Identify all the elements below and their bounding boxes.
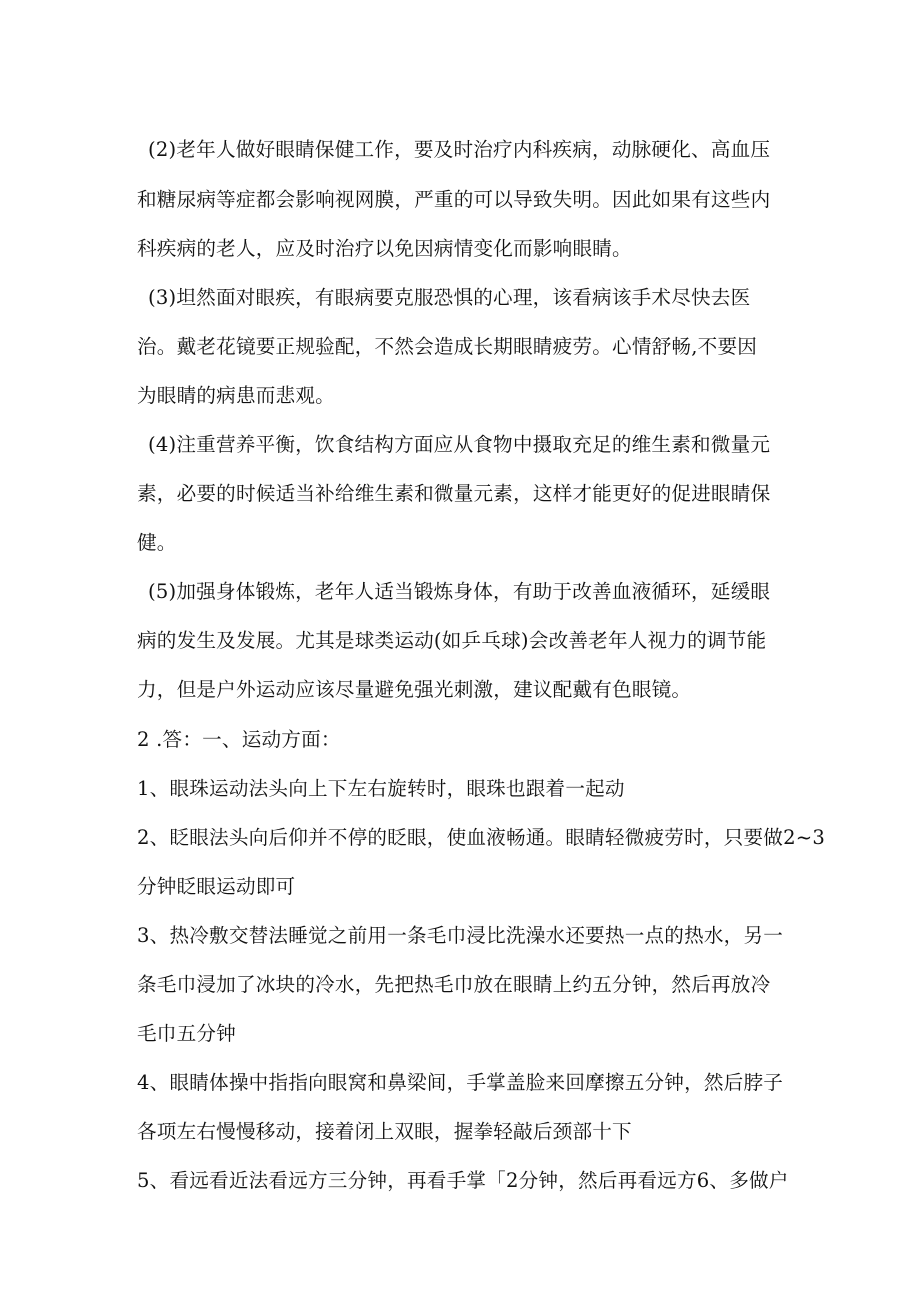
- paragraph-3-line-3: 为眼睛的病患而悲观。: [137, 384, 335, 407]
- item-2-line-1: 2、眨眼法头向后仰并不停的眨眼，使血液畅通。眼睛轻微疲劳时，只要做2~3: [137, 826, 826, 849]
- paragraph-2-line-1: (2)老年人做好眼睛保健工作，要及时治疗内科疾病，动脉硬化、高血压: [148, 138, 771, 161]
- paragraph-5-line-2: 病的发生及发展。尤其是球类运动(如乒乓球)会改善老年人视力的调节能: [137, 629, 767, 652]
- paragraph-3-line-2: 治。戴老花镜要正规验配，不然会造成长期眼睛疲劳。心情舒畅,不要因: [137, 335, 758, 358]
- item-1-line-1: 1、眼珠运动法头向上下左右旋转时，眼珠也跟着一起动: [137, 777, 625, 800]
- paragraph-5-line-3: 力，但是户外运动应该尽量避免强光刺激，建议配戴有色眼镜。: [137, 678, 692, 701]
- item-3-line-1: 3、热冷敷交替法睡觉之前用一条毛巾浸比洗澡水还要热一点的热水，另一: [137, 924, 784, 947]
- item-4-line-1: 4、眼睛体操中指指向眼窝和鼻梁间，手掌盖脸来回摩擦五分钟，然后脖子: [137, 1071, 784, 1094]
- paragraph-2-line-3: 科疾病的老人，应及时治疗以免因病情变化而影响眼睛。: [137, 237, 632, 260]
- paragraph-4-line-1: (4)注重营养平衡，饮食结构方面应从食物中摄取充足的维生素和微量元: [148, 433, 771, 456]
- paragraph-3-line-1: (3)坦然面对眼疾，有眼病要克服恐惧的心理，该看病该手术尽快去医: [148, 286, 751, 309]
- paragraph-4-line-2: 素，必要的时候适当补给维生素和微量元素，这样才能更好的促进眼睛保: [137, 482, 771, 505]
- paragraph-5-line-1: (5)加强身体锻炼，老年人适当锻炼身体，有助于改善血液循环，延缓眼: [148, 580, 771, 603]
- paragraph-2-line-2: 和糖尿病等症都会影响视网膜，严重的可以导致失明。因此如果有这些内: [137, 188, 771, 211]
- item-2-line-2: 分钟眨眼运动即可: [137, 875, 296, 898]
- paragraph-4-line-3: 健。: [137, 531, 177, 554]
- item-5-line-1: 5、看远看近法看远方三分钟，再看手掌「2分钟，然后再看远方6、多做户: [137, 1169, 789, 1192]
- item-3-line-3: 毛巾五分钟: [137, 1022, 236, 1045]
- item-3-line-2: 条毛巾浸加了冰块的冷水，先把热毛巾放在眼睛上约五分钟，然后再放冷: [137, 973, 771, 996]
- answer-2-heading: 2 .答：一、运动方面：: [137, 728, 341, 751]
- item-4-line-2: 各项左右慢慢移动，接着闭上双眼，握拳轻敲后颈部十下: [137, 1120, 632, 1143]
